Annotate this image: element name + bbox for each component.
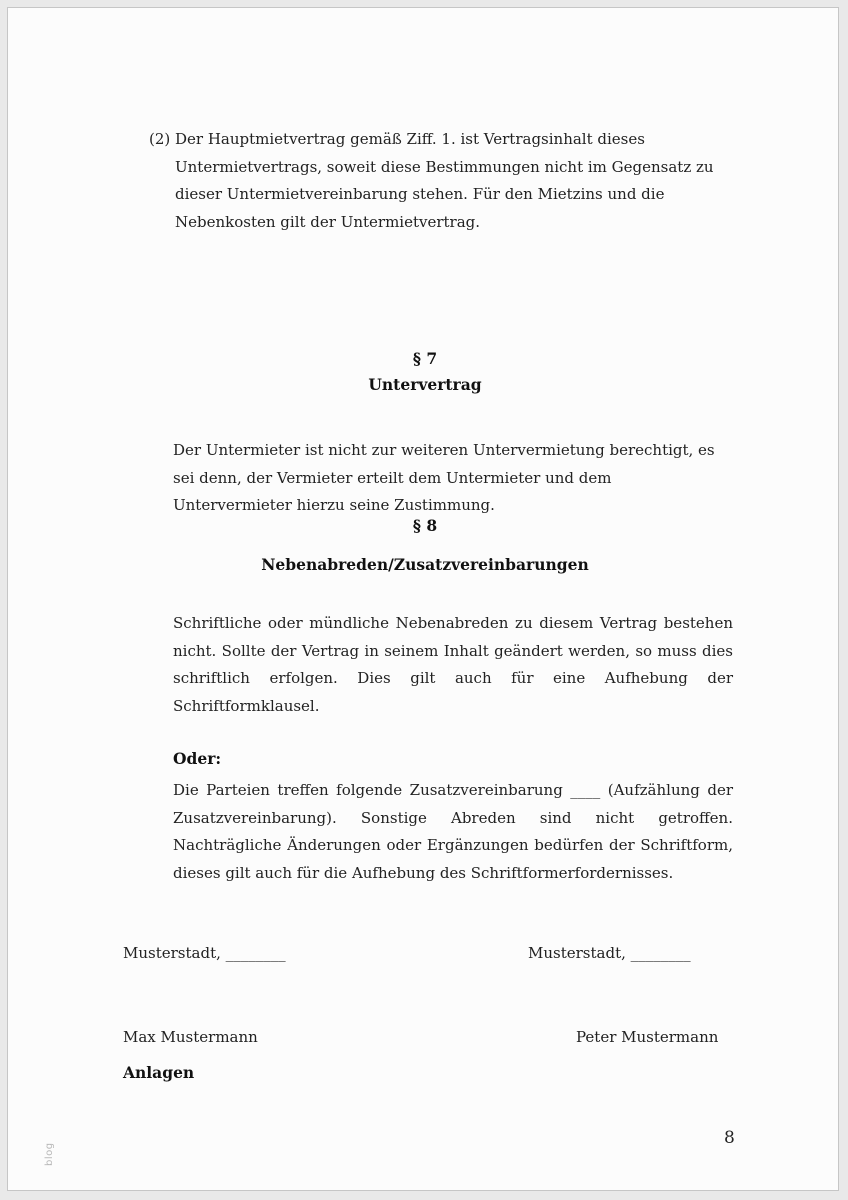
- signature-place-right: Musterstadt, ________: [528, 944, 691, 962]
- clause-2-number: (2): [149, 130, 171, 148]
- clause-2-paragraph: [149, 126, 741, 236]
- section-7-body: Der Untermieter ist nicht zur weiteren Untervermietung berechtigt, es sei denn, der Vermieter erteilt dem Untermieter und dem Untervermieter hierzu seine Zustimmung.: [173, 441, 715, 514]
- clause-2-text: Der Hauptmietvertrag gemäß Ziff. 1. ist Vertragsinhalt dieses Untermietvertrags, soweit diese Bestimmungen nicht im Gegensatz zu dieser Untermietvereinbarung stehen. Für den Mietzins und die Nebenkosten gilt der Untermietvertrag.: [175, 130, 714, 231]
- attachments-label: Anlagen: [123, 1063, 195, 1082]
- section-7-number: § 7: [412, 349, 438, 368]
- section-8-body-1: Schriftliche oder mündliche Nebenabreden zu diesem Vertrag bestehen nicht. Sollte der Vertrag in seinem Inhalt geändert werden, so muss dies schriftlich erfolgen. Dies gilt auch für eine Aufhebung der Schriftformklausel.: [173, 614, 733, 715]
- oder-label: Oder:: [173, 749, 222, 768]
- section-8-title: Nebenabreden/Zusatzvereinbarungen: [261, 555, 589, 574]
- signature-place-left: Musterstadt, ________: [123, 944, 286, 962]
- watermark-text: blog: [44, 1142, 55, 1166]
- section-7-title: Untervertrag: [368, 375, 482, 394]
- document-page: [7, 7, 839, 1191]
- signature-name-left: Max Mustermann: [123, 1028, 258, 1046]
- section-8-body-2: Die Parteien treffen folgende Zusatzvereinbarung ____ (Aufzählung der Zusatzvereinbarung). Sonstige Abreden sind nicht getroffen. Nachträgliche Änderungen oder Ergänzungen bedürfen der Schriftform, dieses gilt auch für die Aufhebung des Schriftformerfordernisses.: [173, 781, 733, 882]
- signature-name-right: Peter Mustermann: [576, 1028, 719, 1046]
- section-8-number: § 8: [412, 516, 438, 535]
- page-number: 8: [724, 1128, 735, 1148]
